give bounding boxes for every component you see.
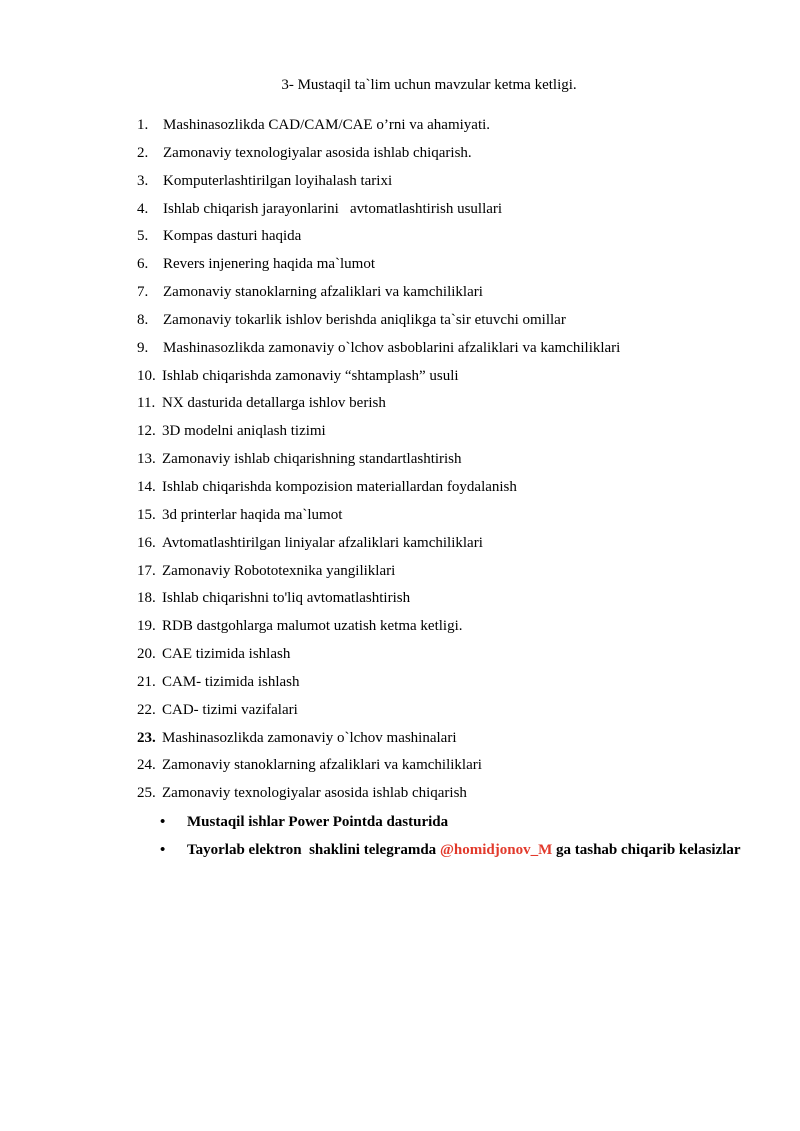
list-item (0, 337, 800, 365)
item-text: Mashinasozlikda zamonaviy o`lchov asboblarini afzaliklari va kamchiliklari (163, 339, 621, 356)
item-number: 17. (137, 562, 156, 579)
item-number: 20. (137, 646, 156, 663)
item-number: 12. (137, 423, 156, 440)
instruction-text: Tayorlab elektron shaklini telegramda (187, 842, 440, 858)
item-text: RDB dastgohlarga malumot uzatish ketma ketligi. (162, 618, 463, 635)
item-text: Zamonaviy ishlab chiqarishning standartlashtirish (162, 451, 462, 468)
list-item (0, 727, 800, 755)
list-item (0, 782, 800, 810)
item-text: 3d printerlar haqida ma`lumot (162, 506, 343, 523)
list-item (0, 170, 800, 198)
item-number: 13. (137, 451, 156, 468)
list-item (0, 504, 800, 532)
telegram-handle: @homidjonov_M (439, 842, 553, 858)
item-text: Ishlab chiqarishda zamonaviy “shtamplash” usuli (162, 367, 459, 384)
item-text: Avtomatlashtirilgan liniyalar afzaliklari kamchiliklari (162, 534, 483, 551)
list-item (0, 643, 800, 671)
list-item (0, 532, 800, 560)
instruction-item (0, 836, 800, 864)
item-text: Ishlab chiqarishda kompozision materiallardan foydalanish (162, 478, 517, 495)
list-item (0, 754, 800, 782)
item-number: 23. (137, 729, 156, 746)
item-text: Zamonaviy stanoklarning afzaliklari va kamchiliklari (162, 757, 482, 774)
item-text: CAD- tizimi vazifalari (162, 701, 298, 718)
item-text: CAE tizimida ishlash (162, 646, 291, 663)
document-title: 3- Mustaqil ta`lim uchun mavzular ketma ketligi. (281, 77, 577, 93)
item-text: 3D modelni aniqlash tizimi (162, 423, 326, 440)
item-text: Revers injenering haqida ma`lumot (163, 256, 376, 273)
item-text: Zamonaviy Robototexnika yangiliklari (162, 562, 396, 579)
item-text: Zamonaviy tokarlik ishlov berishda aniqlikga ta`sir etuvchi omillar (163, 311, 566, 328)
list-item (0, 587, 800, 615)
item-text: Kompas dasturi haqida (163, 228, 302, 245)
list-item (0, 615, 800, 643)
item-number: 25. (137, 785, 156, 802)
item-text: Komputerlashtirilgan loyihalash tarixi (163, 172, 393, 189)
item-number: 16. (137, 534, 156, 551)
item-number: 5. (137, 228, 149, 245)
item-number: 11. (137, 395, 156, 412)
list-item (0, 560, 800, 588)
item-number: 10. (137, 367, 156, 384)
instruction-text-end: ga tashab chiqarib kelasizlar (552, 842, 741, 858)
list-item (0, 699, 800, 727)
item-number: 3. (137, 172, 149, 189)
bullet-icon: • (160, 842, 166, 858)
list-item (0, 253, 800, 281)
item-text: Mashinasozlikda CAD/CAM/CAE o’rni va ahamiyati. (163, 117, 491, 133)
instruction-text: Mustaqil ishlar Power Pointda dasturida (187, 814, 449, 830)
list-item (0, 476, 800, 504)
item-text: Zamonaviy texnologiyalar asosida ishlab chiqarish (162, 785, 467, 802)
list-item (0, 142, 800, 170)
instructions-list (0, 808, 800, 864)
item-number: 6. (137, 256, 149, 273)
list-item (0, 114, 800, 142)
list-item (0, 198, 800, 226)
item-text: CAM- tizimida ishlash (162, 673, 300, 690)
item-text: NX dasturida detallarga ishlov berish (162, 395, 386, 412)
item-text: Ishlab chiqarish jarayonlarini avtomatlashtirish usullari (163, 200, 503, 217)
item-text: Zamonaviy stanoklarning afzaliklari va kamchiliklari (163, 284, 483, 301)
item-number: 2. (137, 144, 149, 161)
item-text: Mashinasozlikda zamonaviy o`lchov mashinalari (162, 729, 457, 746)
item-text: Zamonaviy texnologiyalar asosida ishlab chiqarish. (163, 144, 472, 161)
item-number: 1. (137, 117, 149, 133)
item-number: 19. (137, 618, 156, 635)
list-item (0, 671, 800, 699)
item-number: 22. (137, 701, 156, 718)
item-number: 18. (137, 590, 156, 607)
list-item (0, 448, 800, 476)
list-item (0, 365, 800, 393)
list-item (0, 281, 800, 309)
topics-list (0, 114, 800, 810)
item-number: 9. (137, 339, 149, 356)
list-item (0, 392, 800, 420)
instruction-item (0, 808, 800, 836)
item-number: 8. (137, 311, 149, 328)
bullet-icon: • (160, 814, 166, 830)
list-item (0, 420, 800, 448)
list-item (0, 309, 800, 337)
item-number: 14. (137, 478, 156, 495)
item-number: 21. (137, 673, 156, 690)
item-number: 7. (137, 284, 149, 301)
list-item (0, 225, 800, 253)
item-number: 15. (137, 506, 156, 523)
item-number: 4. (137, 200, 149, 217)
item-number: 24. (137, 757, 156, 774)
item-text: Ishlab chiqarishni to'liq avtomatlashtirish (162, 590, 411, 607)
